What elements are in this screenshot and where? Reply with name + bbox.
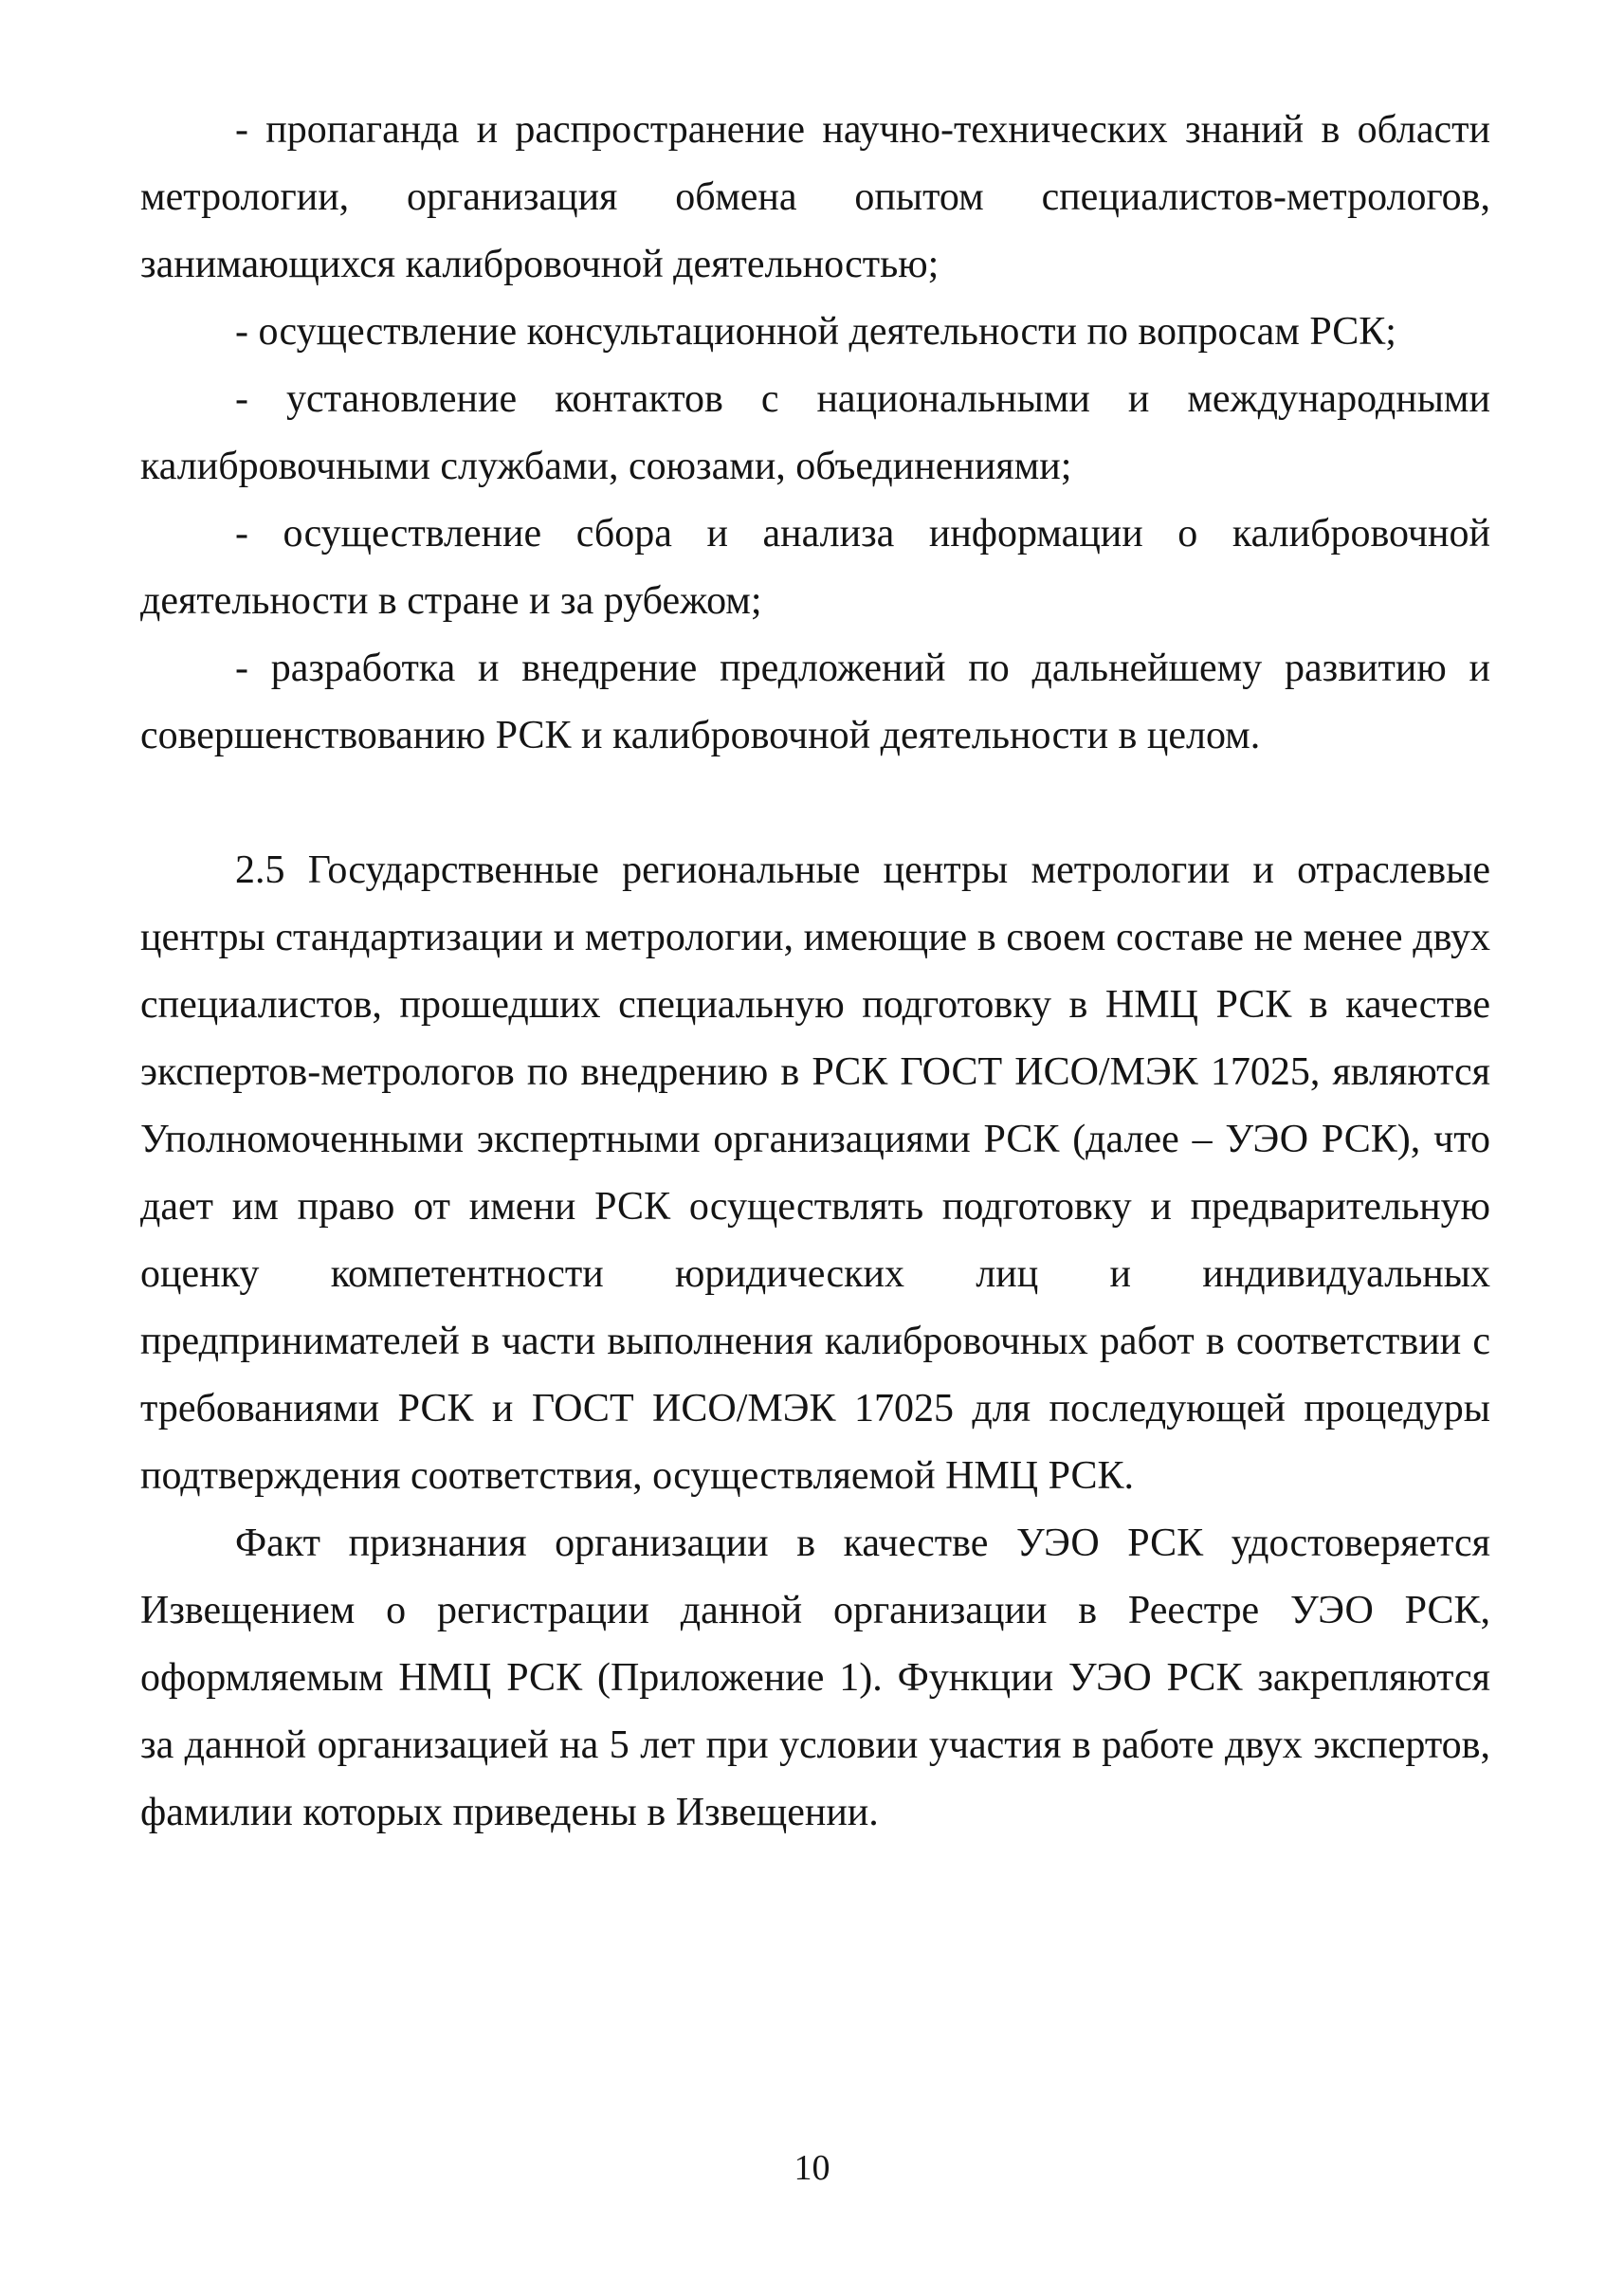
page-number: 10	[794, 2148, 830, 2188]
bullet-development: - разработка и внедрение предложений по дальнейшему развитию и совершенствованию РСК и калибровочной деятельности в целом.	[140, 647, 1490, 757]
body-text	[140, 97, 1490, 1847]
fact-paragraph: Факт признания организации в качестве УЭО РСК удостоверяется Извещением о регистрации данной организации в Реестре УЭО РСК, оформляемым НМЦ РСК (Приложение 1). Функции УЭО РСК закрепляются за данной организацией на 5 лет при условии участия в работе двух экспертов, фамилии которых приведены в Извещении.	[140, 1522, 1490, 1834]
section-2-5-paragraph: 2.5 Государственные региональные центры метрологии и отраслевые центры стандартизации и метрологии, имеющие в своем составе не менее двух специалистов, прошедших специальную подготовку в НМЦ РСК в качестве экспертов-метрологов по внедрению в РСК ГОСТ ИСО/МЭК 17025, являются Уполномоченными экспертными организациями РСК (далее – УЭО РСК), что дает им право от имени РСК осуществлять подготовку и предварительную оценку компетентности юридических лиц и индивидуальных предпринимателей в части выполнения калибровочных работ в соответствии с требованиями РСК и ГОСТ ИСО/МЭК 17025 для последующей процедуры подтверждения соответствия, осуществляемой НМЦ РСК.	[140, 848, 1490, 1498]
bullet-consulting: - осуществление консультационной деятельности по вопросам РСК;	[235, 310, 1396, 354]
bullet-information: - осуществление сбора и анализа информации о калибровочной деятельности в стране и за рубежом;	[140, 512, 1490, 623]
bullet-contacts: - установление контактов с национальными и международными калибровочными службами, союзами, объединениями;	[140, 377, 1490, 488]
bullet-propaganda: - пропаганда и распространение научно-технических знаний в области метрологии, организация обмена опытом специалистов-метрологов, занимающихся калибровочной деятельностью;	[140, 108, 1490, 286]
